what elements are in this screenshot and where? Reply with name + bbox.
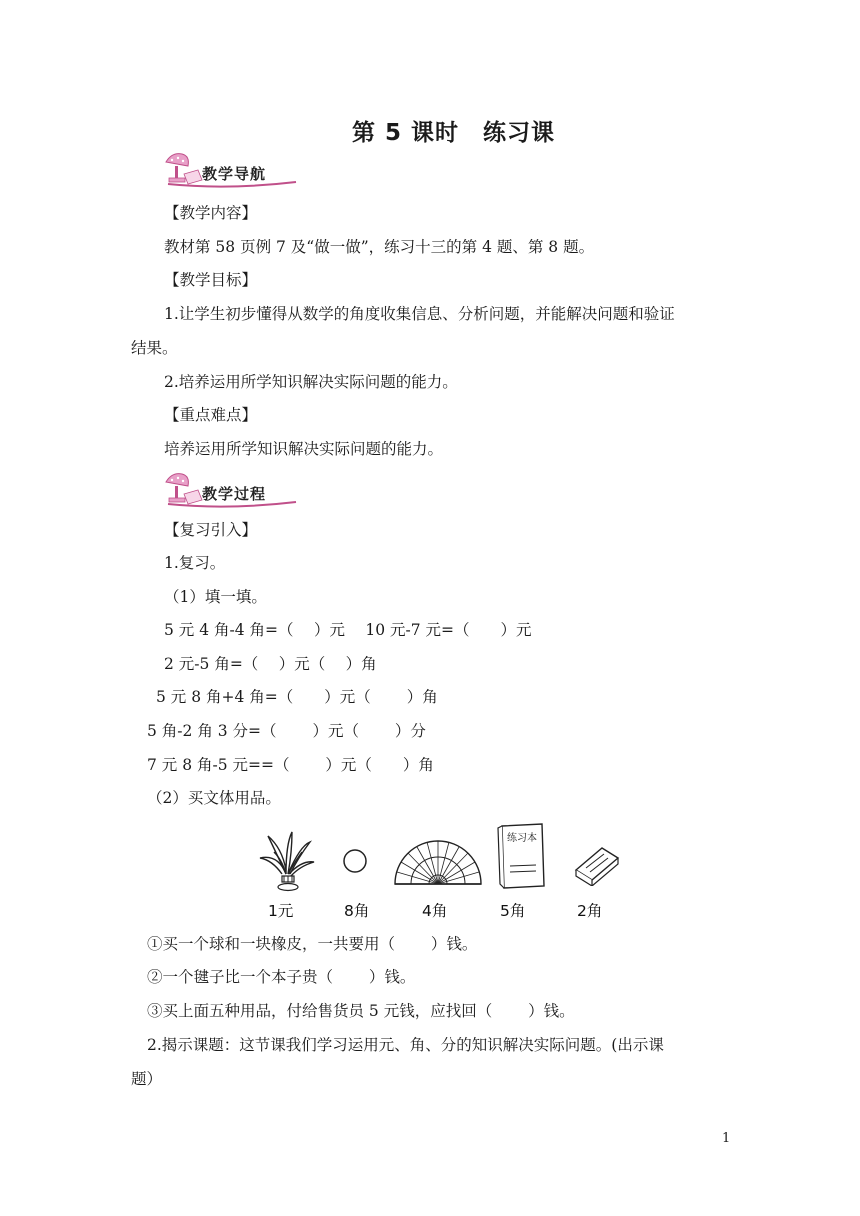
key-text: 培养运用所学知识解决实际问题的能力。	[164, 440, 444, 458]
question-3: ③买上面五种用品，付给售货员 5 元钱，应找回（ ）钱。	[147, 1002, 575, 1020]
goal-1-cont: 结果。	[131, 339, 178, 357]
buy-header: （2）买文体用品。	[147, 789, 281, 807]
page-number: 1	[722, 1131, 731, 1146]
fill-line-1: 5 元 4 角-4 角=（ ）元 10 元-7 元=（ ）元	[164, 621, 532, 639]
key-header: 【重点难点】	[164, 406, 258, 424]
notebook-cover-text: 练习本	[507, 833, 537, 844]
goal-1: 1.让学生初步懂得从数学的角度收集信息、分析问题，并能解决问题和验证	[164, 305, 675, 323]
fill-line-3: 5 元 8 角+4 角=（ ）元（ ）角	[156, 688, 438, 706]
banner-label: 教学导航	[202, 165, 267, 183]
reveal-topic-cont: 题）	[131, 1070, 163, 1088]
question-2: ②一个毽子比一个本子贵（ ）钱。	[147, 968, 416, 986]
section-banner-guide	[158, 150, 298, 190]
page-title: 第 5 课时 练习课	[352, 120, 556, 146]
question-1: ①买一个球和一块橡皮，一共要用（ ）钱。	[147, 935, 478, 953]
content-header: 【教学内容】	[164, 204, 258, 222]
price-label-notebook: 5角	[500, 902, 526, 920]
goal-header: 【教学目标】	[164, 271, 258, 289]
fill-line-4: 5 角-2 角 3 分=（ ）元（ ）分	[147, 722, 426, 740]
reveal-topic: 2.揭示课题：这节课我们学习运用元、角、分的知识解决实际问题。(出示课	[147, 1036, 664, 1054]
eraser-icon	[572, 842, 622, 886]
price-label-shuttlecock: 1元	[268, 902, 294, 920]
price-label-protractor: 4角	[422, 902, 448, 920]
fill-header: （1）填一填。	[164, 588, 267, 606]
review-1: 1.复习。	[164, 554, 226, 572]
content-text: 教材第 58 页例 7 及“做一做”，练习十三的第 4 题、第 8 题。	[164, 238, 595, 256]
protractor-icon	[393, 838, 483, 888]
goal-2: 2.培养运用所学知识解决实际问题的能力。	[164, 373, 458, 391]
fill-line-5: 7 元 8 角-5 元==（ ）元（ ）角	[147, 756, 434, 774]
ball-icon	[342, 848, 368, 874]
section-banner-process	[158, 470, 298, 510]
notebook-icon	[496, 822, 548, 890]
price-label-eraser: 2角	[577, 902, 603, 920]
price-label-ball: 8角	[344, 902, 370, 920]
fill-line-2: 2 元-5 角=（ ）元（ ）角	[164, 655, 377, 673]
shuttlecock-icon	[256, 830, 316, 892]
review-header: 【复习引入】	[164, 521, 258, 539]
banner-label: 教学过程	[202, 485, 267, 503]
